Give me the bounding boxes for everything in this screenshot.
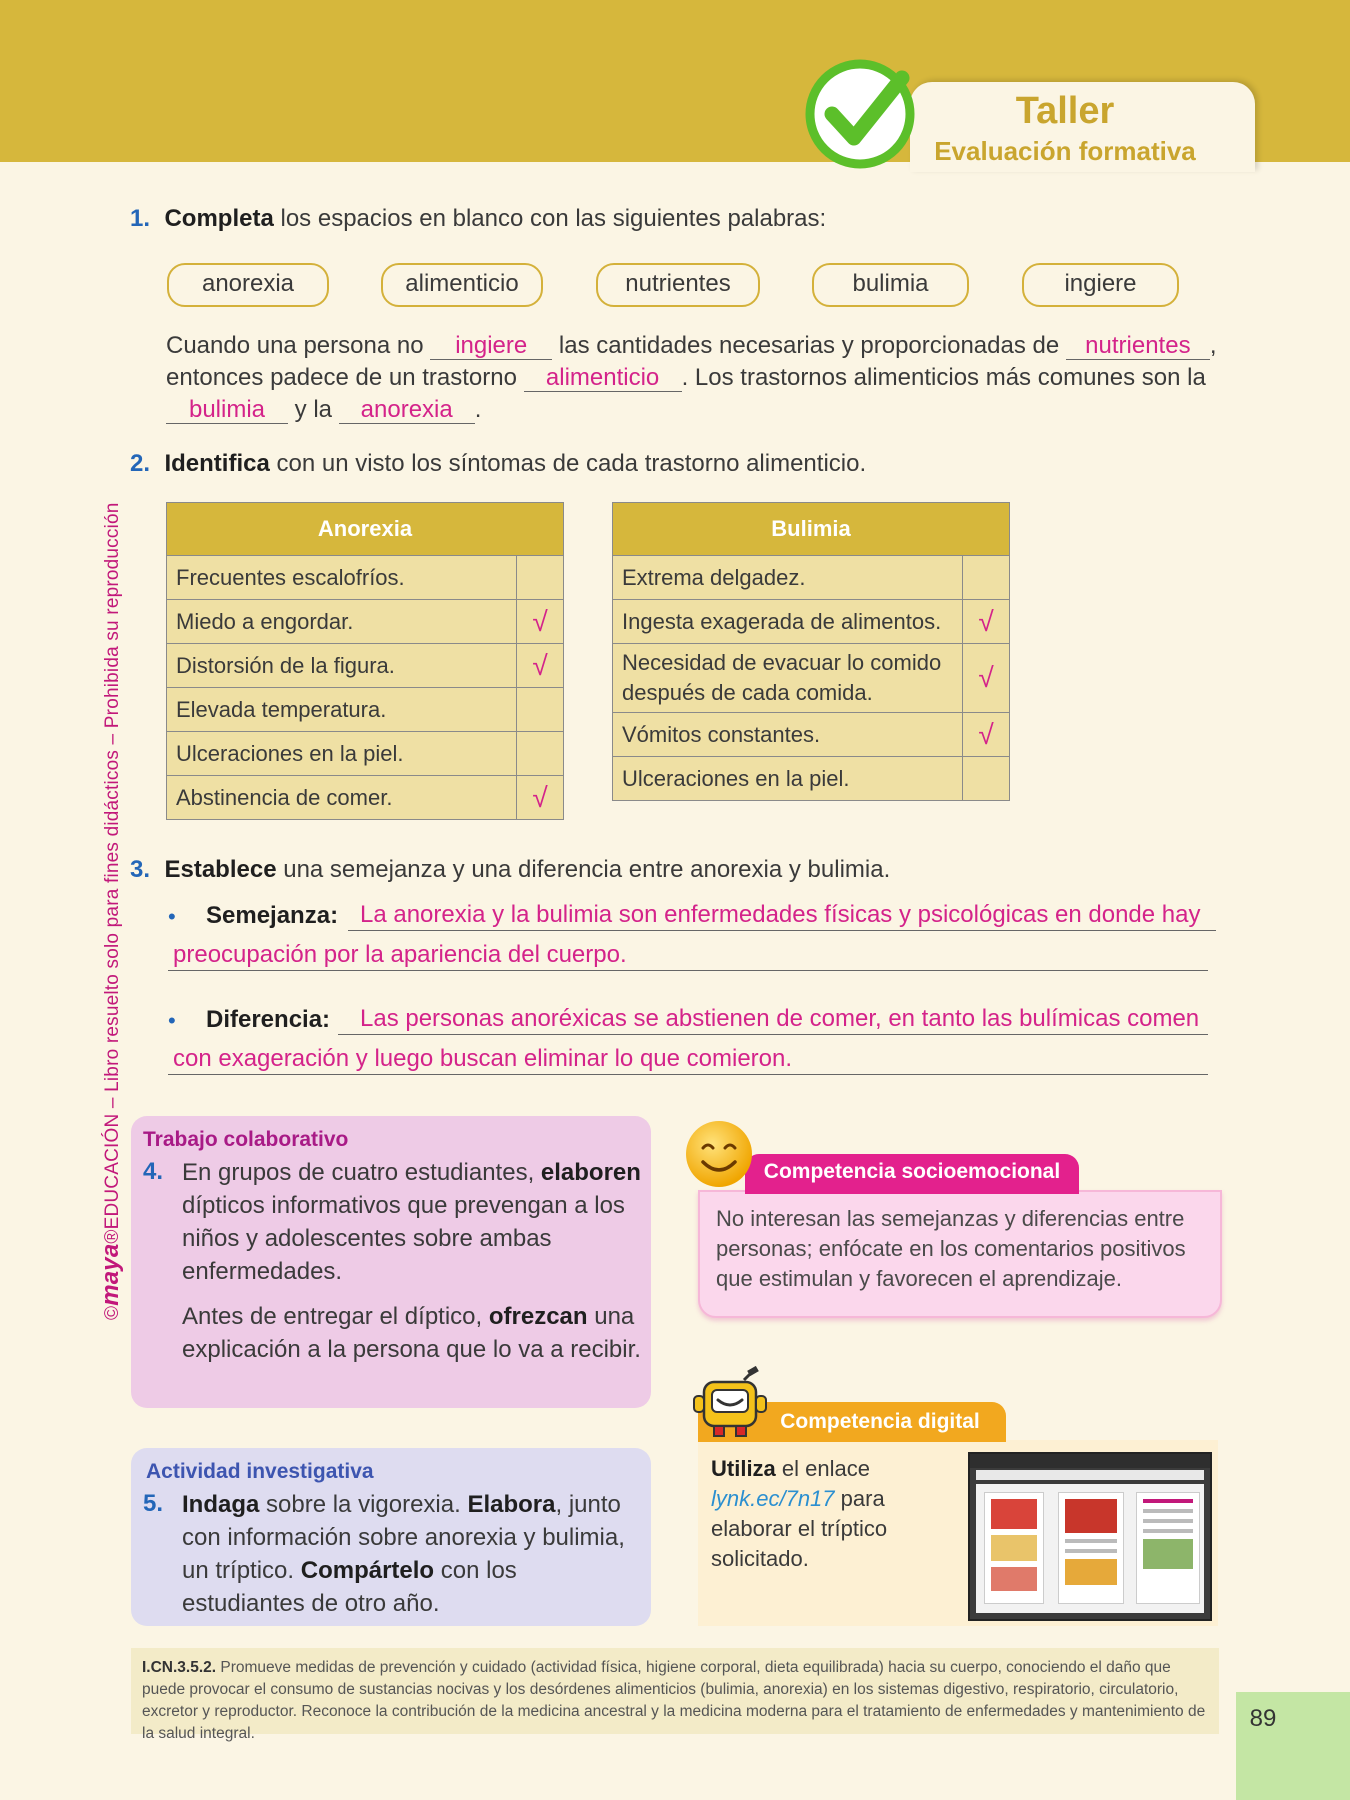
curriculum-indicator-text: I.CN.3.5.2. Promueve medidas de prevención y cuidado (actividad física, higiene corporal, dieta equilibrada) hacia su cuerpo, conociendo el daño que puede provocar el consumo de sustancias nocivas y los desórdenes alimenticios (bulimia, anorexia) en los sistemas digestivo, respiratorio, circulatorio, excretor y reproductor. Reconoce la contribución de la medicina ancestral y la medicina moderna para el tratamiento de enfermedades y mantenimiento de la salud integral.: [142, 1659, 1206, 1742]
check-cell: √: [517, 644, 564, 688]
table-row: Ingesta exagerada de alimentos. √: [613, 600, 1010, 644]
check-circle-icon: [804, 58, 916, 170]
document-screenshot-thumbnail: [968, 1452, 1212, 1621]
question-2-heading: 2. Identifica con un visto los síntomas de cada trastorno alimenticio.: [130, 450, 867, 477]
table-header: Bulimia: [613, 503, 1010, 556]
link[interactable]: lynk.ec/7n17: [711, 1486, 835, 1511]
smiley-icon: [683, 1118, 755, 1190]
diferencia-answer-line-2: con exageración y luego buscan eliminar lo que comieron.: [168, 1044, 1208, 1075]
table-row: Necesidad de evacuar lo comido después de cada comida. √: [613, 644, 1010, 713]
word-pill: ingiere: [1022, 263, 1179, 307]
digital-competence-label: Competencia digital: [780, 1410, 980, 1433]
table-row: Vómitos constantes. √: [613, 713, 1010, 757]
investigative-text: Indaga sobre la vigorexia. Elabora, junto con información sobre anorexia y bulimia, un tríptico. Compártelo con los estudiantes de otro año.: [182, 1491, 625, 1617]
side-copyright-text: ©maya®EDUCACIÓN – Libro resuelto solo para fines didácticos – Prohibida su reproducción: [97, 502, 124, 1320]
table-row: Distorsión de la figura. √: [167, 644, 564, 688]
table-row: Ulceraciones en la piel.: [167, 732, 564, 776]
semejanza-label: Semejanza:: [206, 902, 339, 929]
check-cell: √: [517, 776, 564, 820]
answer-blank: nutrientes: [1066, 333, 1210, 360]
word-pill: anorexia: [167, 263, 329, 307]
table-row: Miedo a engordar. √: [167, 600, 564, 644]
check-cell: [517, 688, 564, 732]
digital-text: Utiliza el enlace lynk.ec/7n17 para elaborar el tríptico solicitado.: [711, 1456, 888, 1571]
word-pill: bulimia: [812, 263, 969, 307]
check-cell: √: [517, 600, 564, 644]
word-pill: nutrientes: [596, 263, 760, 307]
taller-subtitle: Evaluación formativa: [934, 136, 1196, 166]
table-row: Frecuentes escalofríos.: [167, 556, 564, 600]
answer-blank: bulimia: [166, 397, 288, 424]
bulimia-table: [612, 502, 1010, 801]
table-row: Elevada temperatura.: [167, 688, 564, 732]
question-number: 4.: [143, 1158, 164, 1185]
collaborative-text: En grupos de cuatro estudiantes, elaboren dípticos informativos que prevengan a los niños y adolescentes sobre ambas enfermedades. Antes de entregar el díptico, ofrezcan una explicación a la persona que lo va a recibir.: [182, 1159, 641, 1363]
check-cell: [963, 556, 1010, 600]
page-number: 89: [1249, 1705, 1277, 1732]
table-header: Anorexia: [167, 503, 564, 556]
bullet: •: [168, 904, 176, 929]
question-3-heading: 3. Establece una semejanza y una diferencia entre anorexia y bulimia.: [130, 856, 891, 883]
answer-blank: anorexia: [339, 397, 475, 424]
word-pill: alimenticio: [381, 263, 543, 307]
bullet: •: [168, 1008, 176, 1033]
table-row: Ulceraciones en la piel.: [613, 757, 1010, 801]
check-cell: [963, 757, 1010, 801]
table-row: Extrema delgadez.: [613, 556, 1010, 600]
question-1-heading: 1. Completa los espacios en blanco con las siguientes palabras:: [130, 205, 827, 232]
socioemotional-label: Competencia socioemocional: [763, 1160, 1061, 1183]
robot-icon: [692, 1366, 768, 1440]
socioemotional-text: No interesan las semejanzas y diferencias entre personas; enfócate en los comentarios positivos que estimulan y favorecen el aprendizaje.: [716, 1206, 1186, 1291]
check-cell: √: [963, 644, 1010, 713]
table-row: Abstinencia de comer. √: [167, 776, 564, 820]
taller-title: Taller: [1015, 90, 1115, 132]
fill-in-paragraph: Cuando una persona no ingiere las cantidades necesarias y proporcionadas de nutrientes , entonces padece de un trastorno alimenticio . Los trastornos alimenticios más comunes son la bulimia y la anorexia .: [166, 332, 1217, 423]
check-cell: √: [963, 600, 1010, 644]
semejanza-answer-line-2: preocupación por la apariencia del cuerpo.: [168, 940, 1208, 971]
question-number: 5.: [143, 1490, 164, 1517]
check-cell: [517, 556, 564, 600]
check-cell: √: [963, 713, 1010, 757]
question-number: 3.: [130, 856, 151, 883]
diferencia-answer-line-1: Las personas anoréxicas se abstienen de comer, en tanto las bulímicas comen: [338, 1004, 1208, 1035]
semejanza-answer-line-1: La anorexia y la bulimia son enfermedades físicas y psicológicas en donde hay: [348, 900, 1216, 931]
question-number: 1.: [130, 205, 151, 232]
investigative-title: Actividad investigativa: [146, 1460, 374, 1483]
question-number: 2.: [130, 450, 151, 477]
answer-blank: ingiere: [430, 333, 552, 360]
diferencia-label: Diferencia:: [206, 1006, 331, 1033]
answer-blank: alimenticio: [524, 365, 682, 392]
anorexia-table: [166, 502, 564, 820]
collaborative-title: Trabajo colaborativo: [143, 1128, 349, 1151]
check-cell: [517, 732, 564, 776]
